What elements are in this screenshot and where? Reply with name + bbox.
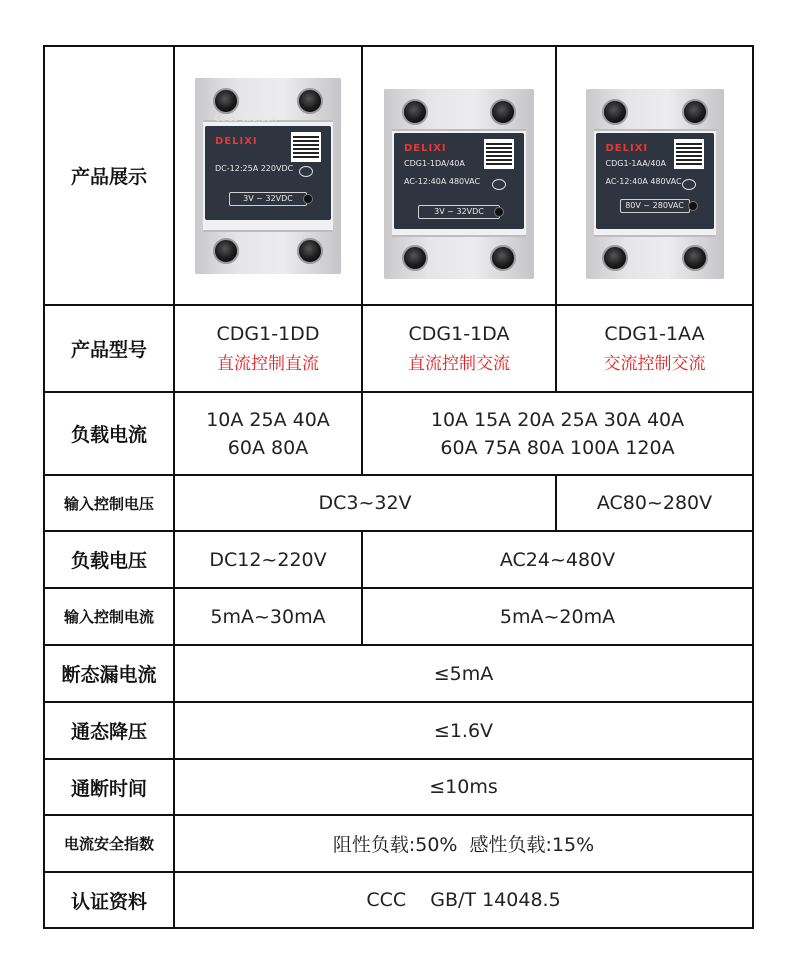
model-cell-dd [174, 305, 362, 392]
row-off-leakage [44, 645, 753, 702]
relay-rating-text: DC-12:25A 220VDC [215, 163, 294, 173]
row-input-voltage [44, 475, 753, 531]
model-desc: 直流控制交流 [408, 354, 510, 374]
label-input-current: 输入控制电流 [44, 588, 174, 645]
relay-image-aa [586, 89, 724, 279]
row-load-voltage [44, 531, 753, 588]
screw-icon [213, 88, 239, 114]
relay-model-text: CDG1-1AA/40A [605, 158, 667, 168]
row-switch-time [44, 759, 753, 815]
input-current-dd: 5mA~30mA [174, 588, 362, 645]
spec-table [43, 45, 754, 929]
switch-time-value: ≤10ms [174, 759, 753, 815]
relay-brand: DELIXI [215, 135, 258, 147]
led-icon [688, 201, 698, 211]
label-product-model: 产品型号 [44, 305, 174, 392]
label-on-drop: 通态降压 [44, 702, 174, 759]
safety-factor-value: 阻性负载:50% 感性负载:15% [174, 815, 753, 872]
label-certification: 认证资料 [44, 872, 174, 928]
label-off-leakage: 断态漏电流 [44, 645, 174, 702]
led-icon [494, 207, 504, 217]
ccc-mark-icon [682, 179, 696, 190]
qr-code-icon [674, 139, 704, 169]
load-current-ac [362, 392, 753, 475]
row-safety-factor [44, 815, 753, 872]
row-load-current [44, 392, 753, 475]
led-icon [303, 194, 313, 204]
screw-icon [297, 238, 323, 264]
relay-voltage-text: 3V ~ 32VDC [418, 205, 500, 219]
input-voltage-ac: AC80~280V [556, 475, 753, 531]
ccc-mark-icon [492, 179, 506, 190]
model-desc: 直流控制直流 [217, 354, 319, 374]
relay-model-text: CDG1-1DA/40A [404, 158, 465, 168]
row-product-model [44, 305, 753, 392]
row-certification [44, 872, 753, 928]
model-name: CDG1-1DA [408, 323, 510, 345]
product-photo-aa [556, 46, 753, 305]
label-input-voltage: 输入控制电压 [44, 475, 174, 531]
product-photo-dd [174, 46, 362, 305]
relay-model-text: CDG1-1DD/25A [215, 113, 277, 123]
label-safety-factor: 电流安全指数 [44, 815, 174, 872]
model-cell-da [362, 305, 556, 392]
load-voltage-dd: DC12~220V [174, 531, 362, 588]
off-leakage-value: ≤5mA [174, 645, 753, 702]
load-current-line: 60A 80A [227, 436, 309, 459]
input-current-ac: 5mA~20mA [362, 588, 753, 645]
relay-image-dd [195, 78, 341, 274]
load-current-line: 60A 75A 80A 100A 120A [440, 436, 675, 459]
relay-rating-text: AC-12:40A 480VAC [605, 176, 682, 186]
load-current-line: 10A 25A 40A [206, 408, 330, 431]
model-name: CDG1-1AA [604, 323, 705, 345]
load-current-dd [174, 392, 362, 475]
row-product-display [44, 46, 753, 305]
label-switch-time: 通断时间 [44, 759, 174, 815]
screw-icon [402, 245, 428, 271]
relay-rating-text: AC-12:40A 480VAC [404, 176, 481, 186]
qr-code-icon [484, 139, 514, 169]
row-input-current [44, 588, 753, 645]
screw-icon [602, 245, 628, 271]
qr-code-icon [291, 132, 321, 162]
screw-icon [297, 88, 323, 114]
relay-image-da [384, 89, 534, 279]
model-cell-aa [556, 305, 753, 392]
relay-brand: DELIXI [404, 142, 447, 154]
ccc-mark-icon [299, 166, 313, 177]
label-load-voltage: 负载电压 [44, 531, 174, 588]
screw-icon [402, 99, 428, 125]
relay-brand: DELIXI [605, 142, 649, 154]
screw-icon [490, 99, 516, 125]
certification-value: CCC GB/T 14048.5 [174, 872, 753, 928]
on-drop-value: ≤1.6V [174, 702, 753, 759]
screw-icon [213, 238, 239, 264]
load-voltage-ac: AC24~480V [362, 531, 753, 588]
label-load-current: 负载电流 [44, 392, 174, 475]
screw-icon [602, 99, 628, 125]
label-product-display: 产品展示 [44, 46, 174, 305]
input-voltage-dc: DC3~32V [174, 475, 556, 531]
screw-icon [682, 245, 708, 271]
product-photo-da [362, 46, 556, 305]
model-name: CDG1-1DD [216, 323, 320, 345]
relay-voltage-text: 80V ~ 280VAC [620, 199, 690, 213]
screw-icon [490, 245, 516, 271]
screw-icon [682, 99, 708, 125]
relay-voltage-text: 3V ~ 32VDC [229, 192, 307, 206]
load-current-line: 10A 15A 20A 25A 30A 40A [430, 408, 685, 431]
row-on-drop [44, 702, 753, 759]
model-desc: 交流控制交流 [603, 354, 706, 374]
